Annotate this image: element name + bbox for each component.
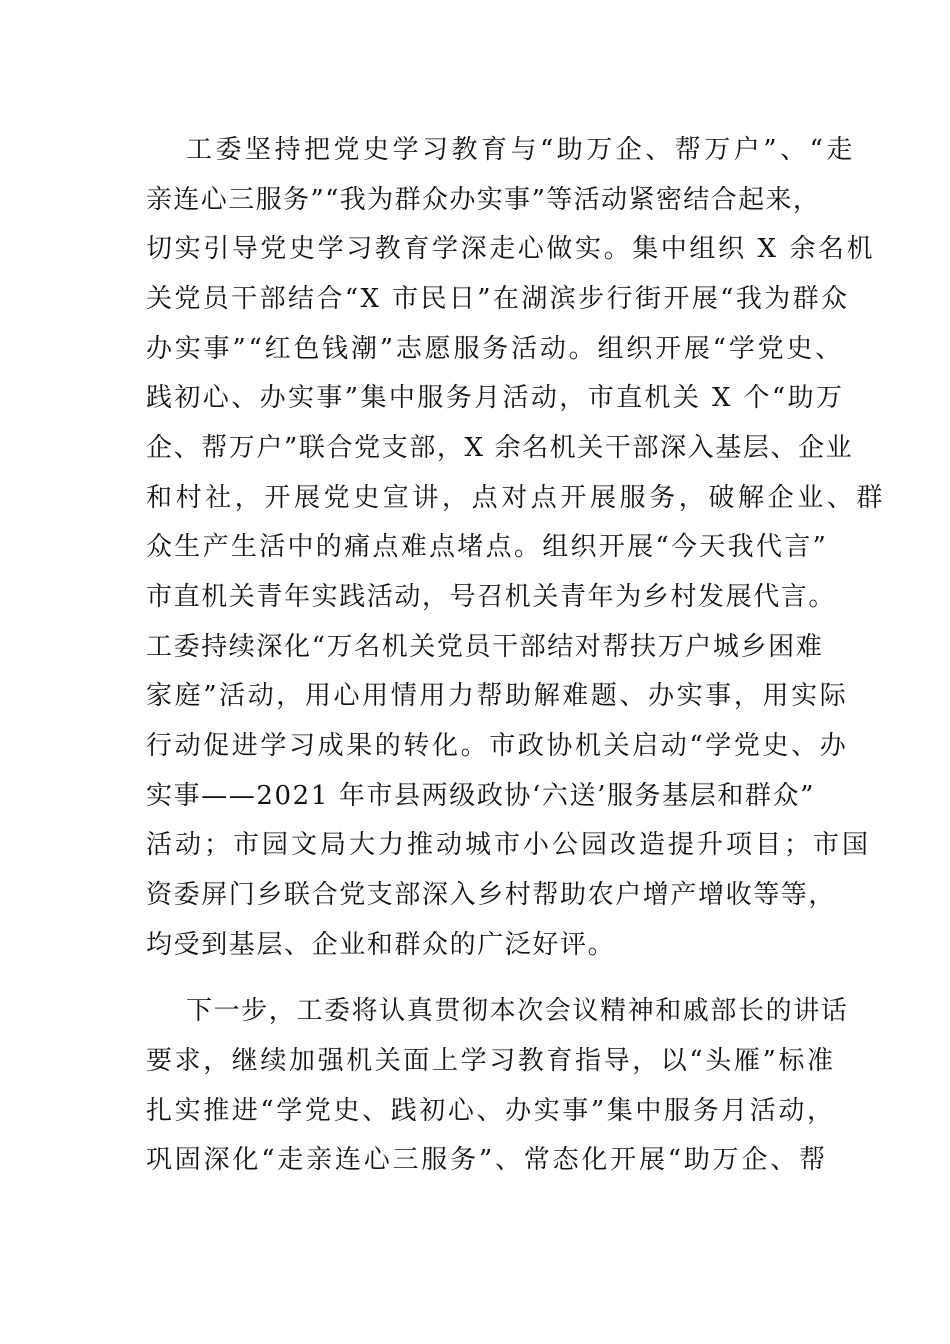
paragraph-2-line-2: 要求，继续加强机关面上学习教育指导，以“头雁”标准 bbox=[146, 1046, 836, 1076]
paragraph-1-line-2: 亲连心三服务”“我为群众办实事”等活动紧密结合起来， bbox=[146, 185, 821, 215]
paragraph-1-line-7: 企、帮万户”联合党支部，X 余名机关干部深入基层、企业 bbox=[146, 433, 854, 463]
paragraph-1-line-11: 工委持续深化“万名机关党员干部结对帮扶万户城乡困难 bbox=[146, 632, 824, 662]
paragraph-2-line-4: 巩固深化“走亲连心三服务”、常态化开展“助万企、帮 bbox=[146, 1145, 828, 1175]
paragraph-2-line-1: 下一步，工委将认真贯彻本次会议精神和戚部长的讲话 bbox=[186, 996, 849, 1026]
paragraph-1-line-15: 活动；市园文局大力推动城市小公园改造提升项目；市国 bbox=[146, 830, 872, 860]
paragraph-1-line-16: 资委屏门乡联合党支部深入乡村帮助农户增产增收等等， bbox=[146, 880, 837, 910]
paragraph-1-line-1: 工委坚持把党史学习教育与“助万企、帮万户”、“走 bbox=[186, 135, 856, 165]
paragraph-2-line-3: 扎实推进“学党史、践初心、办实事”集中服务月活动， bbox=[146, 1096, 836, 1126]
paragraph-1-line-5: 办实事”“红色钱潮”志愿服务活动。组织开展“学党史、 bbox=[146, 334, 844, 364]
paragraph-1-line-6: 践初心、办实事”集中服务月活动，市直机关 X 个“助万 bbox=[146, 383, 845, 413]
paragraph-1-line-10: 市直机关青年实践活动，号召机关青年为乡村发展代言。 bbox=[146, 582, 837, 612]
paragraph-1-line-9: 众生产生活中的痛点难点堵点。组织开展“今天我代言” bbox=[146, 532, 829, 562]
paragraph-1-line-8: 和村社，开展党史宣讲，点对点开展服务，破解企业、群 bbox=[146, 483, 887, 513]
paragraph-1-line-13: 行动促进学习成果的转化。市政协机关启动“学党史、办 bbox=[146, 731, 849, 761]
paragraph-1-line-12: 家庭”活动，用心用情用力帮助解难题、办实事，用实际 bbox=[146, 681, 849, 711]
paragraph-1-line-17: 均受到基层、企业和群众的广泛好评。 bbox=[146, 930, 616, 960]
paragraph-1-line-3: 切实引导党史学习教育学深走心做实。集中组织 X 余名机 bbox=[146, 234, 876, 264]
paragraph-1-line-4: 关党员干部结合“X 市民日”在湖滨步行街开展“我为群众 bbox=[146, 284, 850, 314]
paragraph-1-line-14: 实事——2021 年市县两级政协‘六送’服务基层和群众” bbox=[146, 781, 816, 811]
